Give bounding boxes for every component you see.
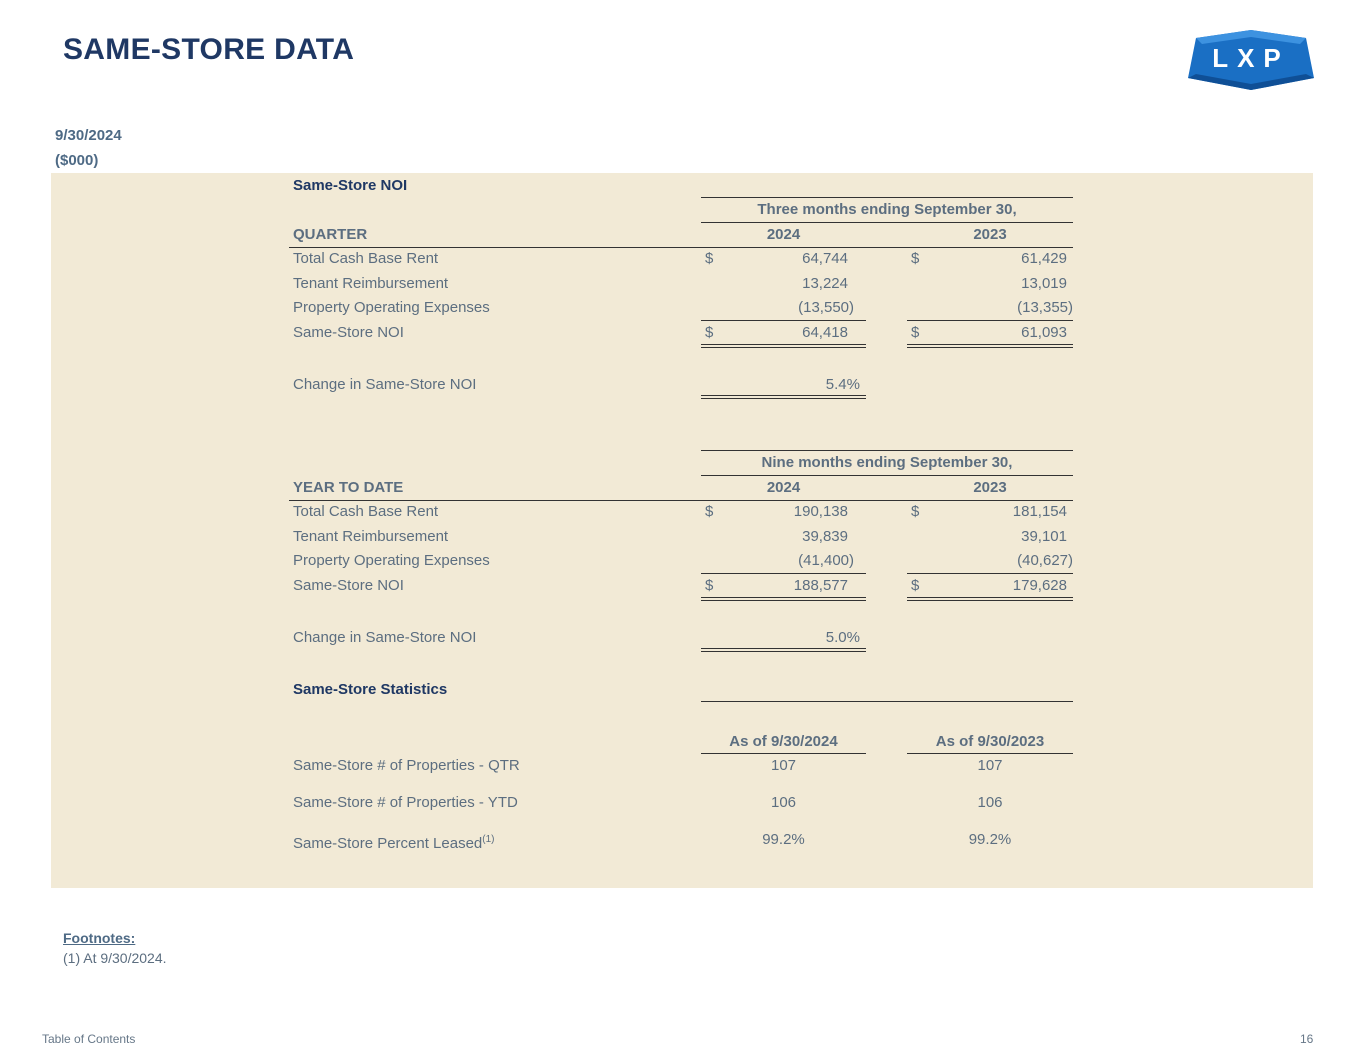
section-noi-title: Same-Store NOI [293,177,408,194]
dollar-sign: $ [911,250,920,267]
value-2024: 13,224 [802,275,848,292]
table-of-contents-link[interactable]: Table of Contents [42,1032,136,1046]
dollar-sign: $ [705,324,714,341]
value-2023: 61,429 [1021,250,1067,267]
quarter-change-label: Change in Same-Store NOI [293,376,477,393]
value-2023: 61,093 [1021,324,1067,341]
dollar-sign: $ [705,577,714,594]
value-2024: 64,744 [802,250,848,267]
value-2024: 190,138 [793,503,848,520]
value-2023: 106 [977,794,1003,811]
quarter-period-header: Three months ending September 30, [757,201,1017,218]
ytd-change-label: Change in Same-Store NOI [293,629,477,646]
ytd-col-2024: 2024 [766,479,801,496]
row-label: Same-Store NOI [293,324,404,341]
logo-text: LXP [1212,43,1290,73]
row-label [293,830,495,854]
row-label: Tenant Reimbursement [293,528,449,545]
row-label: Total Cash Base Rent [293,250,439,267]
stats-title: Same-Store Statistics [293,681,448,698]
ytd-label: YEAR TO DATE [293,479,404,496]
dollar-sign: $ [705,503,714,520]
row-label: Same-Store NOI [293,577,404,594]
row-label: Property Operating Expenses [293,552,490,569]
value-2024: 107 [770,757,797,774]
value-2023: (40,627) [1017,552,1073,569]
value-2023: 99.2% [968,831,1012,848]
footnote-1: (1) At 9/30/2024. [63,950,167,966]
value-2024: 39,839 [802,528,848,545]
value-2024: 99.2% [762,831,805,848]
footnotes-title: Footnotes: [63,930,136,946]
value-2023: 181,154 [1012,503,1067,520]
page-number: 16 [1300,1032,1314,1046]
value-2024: 188,577 [793,577,848,594]
value-2023: 13,019 [1021,275,1067,292]
stats-col-2023: As of 9/30/2023 [935,733,1045,750]
dollar-sign: $ [911,503,920,520]
ytd-col-2023: 2023 [973,479,1007,496]
ytd-change-value: 5.0% [825,629,860,646]
value-2023: 179,628 [1012,577,1067,594]
quarter-label: QUARTER [293,226,368,243]
value-2024: (13,550) [798,299,854,316]
row-label: Total Cash Base Rent [293,503,439,520]
value-2023: 107 [977,757,1003,774]
row-label: Same-Store # of Properties - QTR [293,757,520,774]
quarter-col-2023: 2023 [973,226,1007,243]
quarter-col-2024: 2024 [766,226,801,243]
footnote-ref: (1) [482,834,495,845]
units-label: ($000) [55,152,99,169]
row-label: Property Operating Expenses [293,299,490,316]
ytd-period-header: Nine months ending September 30, [761,454,1013,471]
value-2024: (41,400) [798,552,854,569]
value-2023: (13,355) [1017,299,1073,316]
page-title: SAME-STORE DATA [63,33,355,66]
dollar-sign: $ [705,250,714,267]
stats-col-2024: As of 9/30/2024 [729,733,838,750]
row-label-text: Same-Store Percent Leased [293,835,483,852]
value-2024: 106 [770,794,797,811]
quarter-change-value: 5.4% [825,376,860,393]
value-2023: 39,101 [1021,528,1067,545]
row-label: Tenant Reimbursement [293,275,449,292]
value-2024: 64,418 [802,324,848,341]
dollar-sign: $ [911,324,920,341]
row-label: Same-Store # of Properties - YTD [293,794,518,811]
as-of-date: 9/30/2024 [55,127,122,144]
same-store-panel [51,173,1313,888]
dollar-sign: $ [911,577,920,594]
